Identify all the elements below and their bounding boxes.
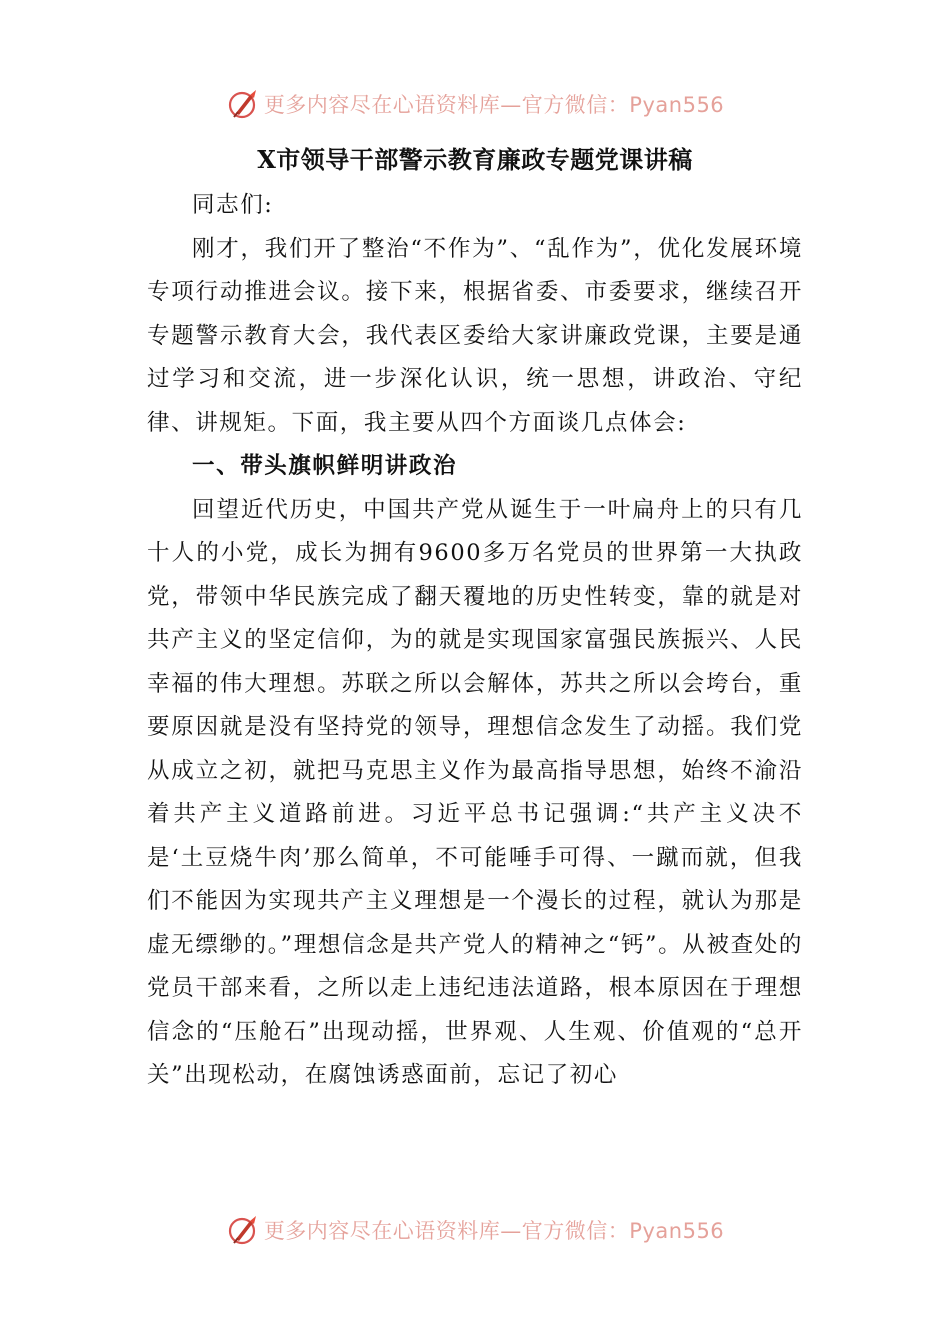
salutation: 同志们: [192, 192, 274, 218]
document-body [147, 184, 803, 1098]
section-paragraph: 回望近代历史，中国共产党从诞生于一叶扁舟上的只有几十人的小党，成长为拥有9600多万名党员的世界第一大执政党，带领中华民族完成了翻天覆地的历史性转变，靠的就是对共产主义的坚定信仰，为的就是实现国家富强民族振兴、人民幸福的伟大理想。苏联之所以会解体，苏共之所以会垮台，重要原因就是没有坚持党的领导，理想信念发生了动摇。我们党从成立之初，就把马克思主义作为最高指导思想，始终不渝沿着共产主义道路前进。习近平总书记强调:“共产主义决不是‘土豆烧牛肉’那么简单，不可能唾手可得、一蹴而就，但我们不能因为实现共产主义理想是一个漫长的过程，就认为那是虚无缥缈的。”理想信念是共产党人的精神之“钙”。从被查处的党员干部来看，之所以走上违纪违法道路，根本原因在于理想信念的“压舱石”出现动摇，世界观、人生观、价值观的“总开关”出现松动，在腐蚀诱惑面前，忘记了初心 [147, 496, 803, 1088]
header-watermark [0, 84, 950, 124]
intro-paragraph: 刚才，我们开了整治“不作为”、“乱作为”，优化发展环境专项行动推进会议。接下来，根据省委、市委要求，继续召开专题警示教育大会，我代表区委给大家讲廉政党课，主要是通过学习和交流，进一步深化认识，统一思想，讲政治、守纪律、讲规矩。下面，我主要从四个方面谈几点体会: [147, 235, 803, 436]
footer-watermark [0, 1210, 950, 1250]
watermark-text: 更多内容尽在心语资料库—官方微信：Pyan556 [263, 93, 725, 117]
section-heading: 一、带头旗帜鲜明讲政治 [192, 453, 458, 479]
watermark-text: 更多内容尽在心语资料库—官方微信：Pyan556 [263, 1219, 725, 1243]
document-title: X市领导干部警示教育廉政专题党课讲稿 [257, 145, 693, 174]
quill-pen-logo-icon [226, 87, 260, 121]
quill-pen-logo-icon [226, 1213, 260, 1247]
